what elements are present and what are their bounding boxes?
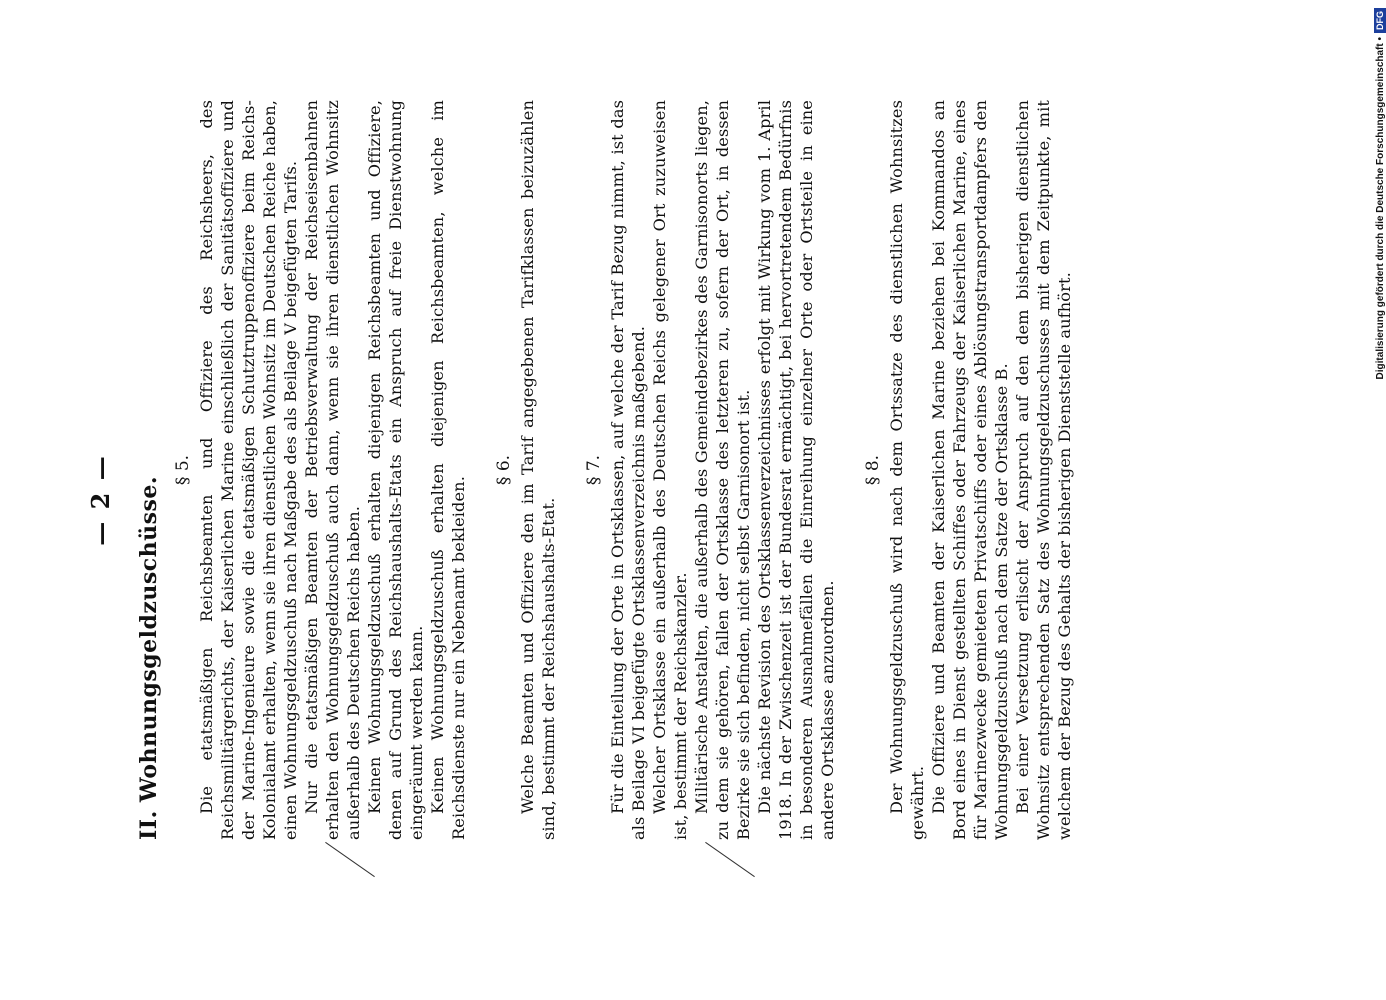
pencil-margin-mark [705, 842, 755, 877]
digitization-credit [1374, 0, 1386, 1000]
section-number: § 5. [173, 454, 193, 486]
section-number: § 6. [494, 454, 514, 486]
page-number: — 2 — [86, 454, 115, 546]
paragraph: Für die Einteilung der Orte in Ortsklassen, auf welche der Tarif Bezug nimmt, ist das als Beilage VI beigefügte Ortsklassenverzeichnis maßgebend. [608, 100, 648, 840]
paragraph: Keinen Wohnungsgeldzuschuß erhalten diejenigen Reichsbeamten und Offiziere, denen auf Grund des Reichshaushalts-Etats ein Anspruch auf freie Dienstwohnung eingeräumt werden kann. [365, 100, 426, 840]
section-8 [860, 100, 1075, 840]
chapter-heading: II. Wohnungsgeldzuschüsse. [136, 475, 162, 840]
section-6 [491, 100, 559, 840]
paragraph: Keinen Wohnungsgeldzuschuß erhalten diejenigen Reichsbeamten, welche im Reichsdienste nur ein Nebenamt bekleiden. [428, 100, 468, 840]
paragraph: Die Offiziere und Beamten der Kaiserlichen Marine beziehen bei Kommandos an Bord eines in Dienst gestellten Schiffes oder Fahrzeugs der Kaiserlichen Marine, eines für Marinezwecke gemieteten Privatschiffs oder eines Ablösungstransportdampfers den Wohnungsgeldzuschuß nach dem Satze der Ortsklasse B. [929, 100, 1011, 840]
paragraph: Die nächste Revision des Ortsklassenverzeichnisses erfolgt mit Wirkung vom 1. April 1918. In der Zwischenzeit ist der Bundesrat ermächtigt, bei hervortretendem Bedürfnis in besonderen Ausnahmefällen die Einreihung einzelner Orte oder Ortsteile in eine andere Ortsklasse anzuordnen. [755, 100, 837, 840]
section-number: § 8. [863, 454, 883, 486]
paragraph: Die etatsmäßigen Reichsbeamten und Offiziere des Reichsheers, des Reichsmilitärgerichts, der Kaiserlichen Marine einschließlich der Sanitätsoffiziere und der Marine-Ingenieure sowie die etatsmäßigen Schutztruppenoffiziere beim Reichs-Kolonialamt erhalten, wenn sie ihren dienstlichen Wohnsitz im Deutschen Reiche haben, einen Wohnungsgeldzuschuß nach Maßgabe des als Beilage V beigefügten Tarifs. [197, 100, 300, 840]
paragraph: Nur die etatsmäßigen Beamten der Betriebsverwaltung der Reichseisenbahnen erhalten den Wohnungsgeldzuschuß auch dann, wenn sie ihren dienstlichen Wohnsitz außerhalb des Deutschen Reichs haben. [302, 100, 363, 840]
paragraph: Der Wohnungsgeldzuschuß wird nach dem Ortssatze des dienstlichen Wohnsitzes gewährt. [887, 100, 927, 840]
credit-text: Digitalisierung gefördert durch die Deutsche Forschungsgemeinschaft • [1374, 37, 1386, 380]
pencil-margin-mark [325, 842, 375, 877]
paragraph: Welcher Ortsklasse ein außerhalb des Deutschen Reichs gelegener Ort zuzuweisen ist, bestimmt der Reichskanzler. [650, 100, 690, 840]
section-7 [581, 100, 838, 840]
paragraph: Bei einer Versetzung erlischt der Anspruch auf den dem bisherigen dienstlichen Wohnsitz entsprechenden Satz des Wohnungsgeldzuschusses mit dem Zeitpunkte, mit welchem der Bezug des Gehalts der bisherigen Dienststelle aufhört. [1013, 100, 1074, 840]
section-number: § 7. [584, 454, 604, 486]
paragraph: Militärische Anstalten, die außerhalb des Gemeindebezirkes des Garnisonorts liegen, zu dem sie gehören, fallen der Ortsklasse des letzteren zu, sofern der Ort, in dessen Bezirke sie sich befinden, nicht selbst Garnisonort ist. [692, 100, 753, 840]
document-body [170, 100, 1075, 840]
dfg-logo: DFG [1374, 8, 1386, 33]
section-5 [170, 100, 469, 840]
paragraph: Welche Beamten und Offiziere den im Tarif angegebenen Tarifklassen beizuzählen sind, bestimmt der Reichshaushalts-Etat. [518, 100, 558, 840]
